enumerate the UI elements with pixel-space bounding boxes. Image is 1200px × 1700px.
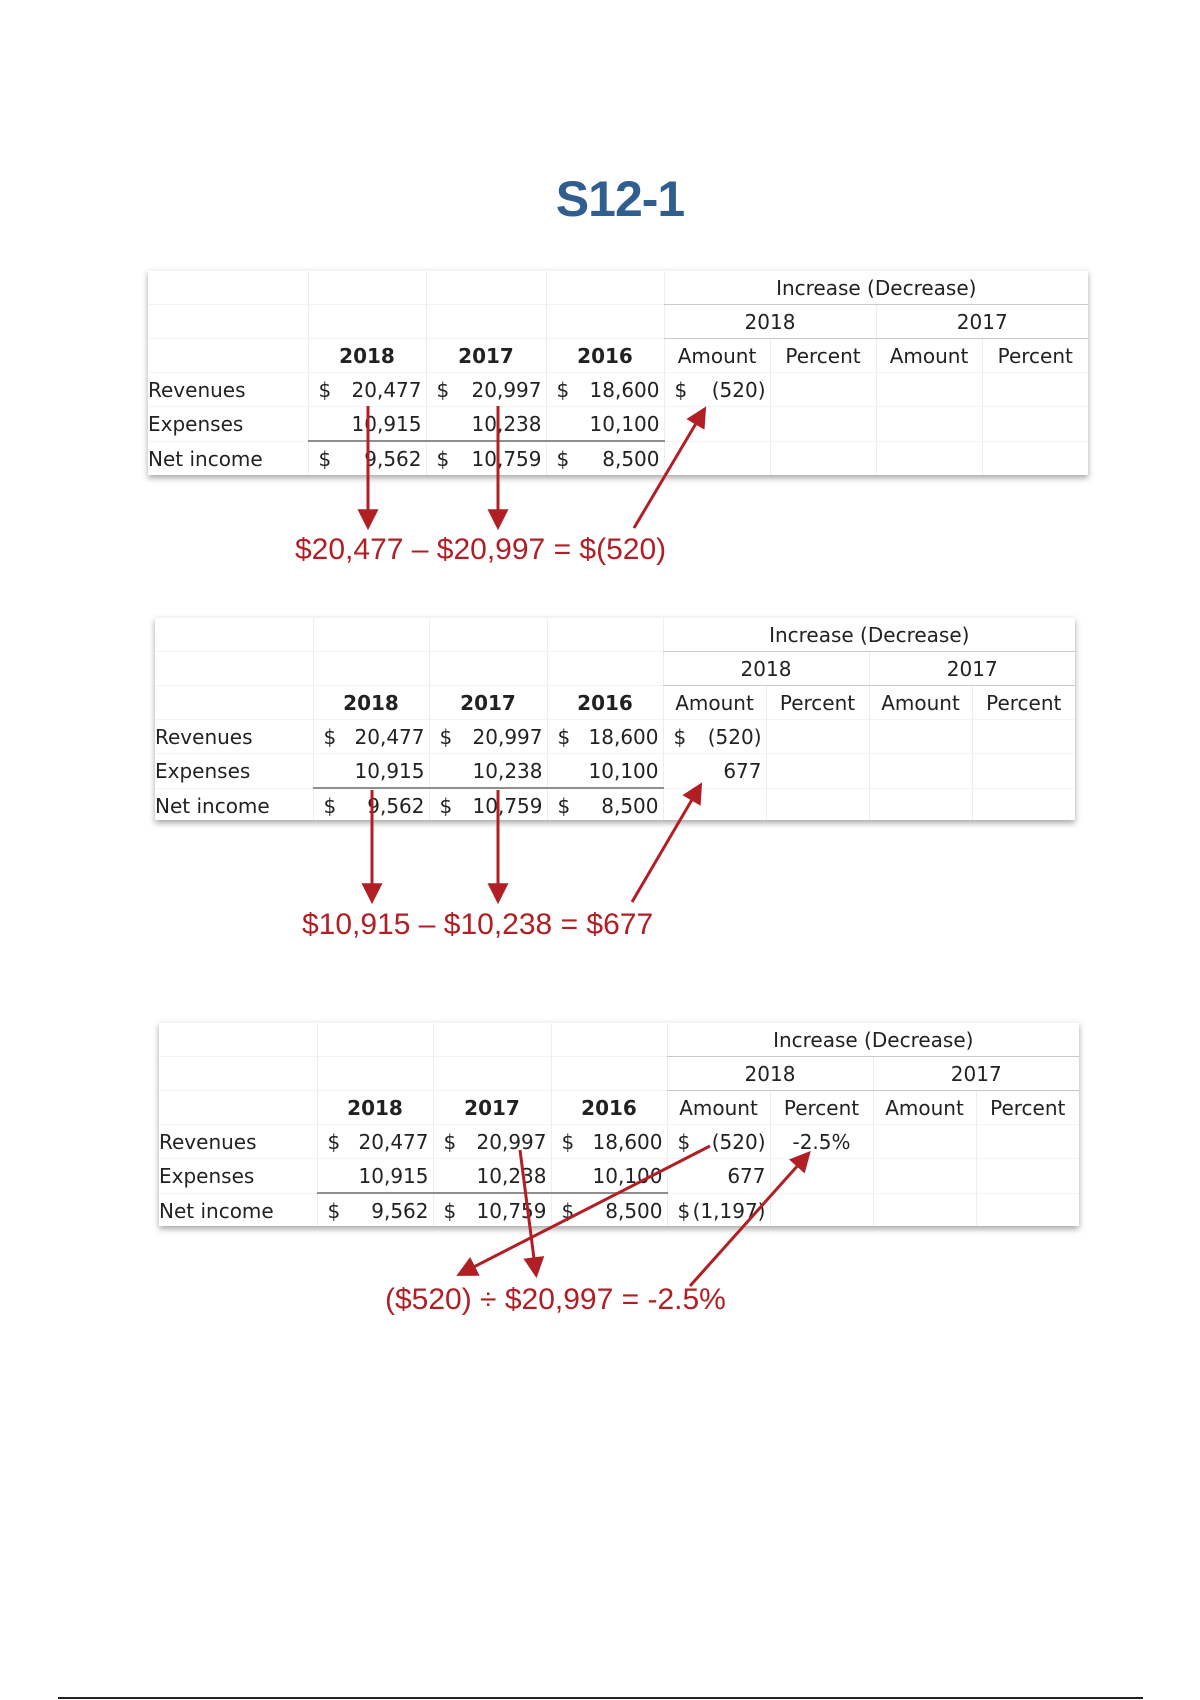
currency-symbol: $ [327,1129,341,1154]
increase-decrease-header: Increase (Decrease) [667,1023,1079,1057]
cell-value: (520) [707,724,762,749]
cell-value: 18,600 [592,1129,663,1154]
column-header: Percent [976,1091,1079,1125]
cell-value: 10,915 [351,411,422,436]
column-header: 2016 [546,339,664,373]
cell-value: 10,915 [358,1163,429,1188]
cell-value: 9,562 [367,793,425,818]
column-header: Amount [873,1091,976,1125]
cell-value: 18,600 [589,377,660,402]
row-label: Revenues [148,373,308,407]
column-header: 2017 [426,339,546,373]
year-header-2017: 2017 [869,652,1075,686]
currency-symbol: $ [318,446,332,471]
spreadsheet-panel-1 [148,270,1088,475]
column-header: 2016 [547,686,663,720]
currency-symbol: $ [556,377,570,402]
currency-symbol: $ [436,446,450,471]
table-row [148,373,1088,407]
column-header: 2018 [313,686,429,720]
year-header-2017: 2017 [873,1057,1079,1091]
column-header: Amount [667,1091,770,1125]
formula-annotation-3: ($520) ÷ $20,997 = -2.5% [385,1283,726,1316]
year-header-2018: 2018 [664,305,876,339]
cell-value: (520) [711,1129,766,1154]
column-header: Amount [664,339,770,373]
currency-symbol: $ [673,724,687,749]
column-header: 2017 [429,686,547,720]
table-row [155,754,1075,789]
cell-value: 20,997 [472,724,543,749]
cell-value: 20,997 [476,1129,547,1154]
increase-decrease-header: Increase (Decrease) [663,618,1075,652]
cell-value: 9,562 [364,446,422,471]
cell-value: 8,500 [601,793,659,818]
cell-value: 10,759 [476,1198,547,1223]
page-title: S12-1 [555,171,685,227]
cell-value: 10,100 [588,758,659,783]
currency-symbol: $ [443,1198,457,1223]
row-label: Expenses [155,754,313,789]
cell-value: (1,197) [692,1198,766,1223]
column-header: Percent [972,686,1075,720]
row-label: Net income [159,1193,317,1226]
row-label: Expenses [148,407,308,442]
cell-value: 8,500 [602,446,660,471]
cell-value [770,373,876,407]
column-header: 2016 [551,1091,667,1125]
table-row [159,1193,1079,1226]
cell-value [766,720,869,754]
column-header: Percent [770,339,876,373]
currency-symbol: $ [557,724,571,749]
spreadsheet-panel-2 [155,617,1075,820]
cell-value: 10,100 [589,411,660,436]
currency-symbol: $ [439,724,453,749]
table-row [155,720,1075,754]
year-header-2018: 2018 [663,652,869,686]
currency-symbol: $ [561,1129,575,1154]
cell-value: 677 [723,758,762,783]
cell-value: 20,477 [354,724,425,749]
column-header: Percent [982,339,1088,373]
cell-value: 10,759 [472,793,543,818]
row-label: Net income [148,441,308,475]
cell-value: 18,600 [588,724,659,749]
cell-value: 10,915 [354,758,425,783]
cell-value: 10,759 [471,446,542,471]
cell-value: 10,238 [476,1163,547,1188]
comparison-table-1 [148,270,1088,475]
currency-symbol: $ [327,1198,341,1223]
column-header: Percent [770,1091,873,1125]
cell-value: 677 [727,1163,766,1188]
currency-symbol: $ [561,1198,575,1223]
spreadsheet-panel-3 [159,1022,1079,1226]
cell-value: 10,100 [592,1163,663,1188]
cell-value: 20,477 [351,377,422,402]
row-label: Revenues [155,720,313,754]
cell-value: 10,238 [472,758,543,783]
currency-symbol: $ [443,1129,457,1154]
year-header-2017: 2017 [876,305,1088,339]
currency-symbol: $ [556,446,570,471]
cell-value: 10,238 [471,411,542,436]
currency-symbol: $ [436,377,450,402]
table-row [148,407,1088,442]
currency-symbol: $ [677,1129,691,1154]
table-row [148,441,1088,475]
row-label: Revenues [159,1125,317,1159]
footer-divider [58,1697,1143,1699]
column-header: Amount [869,686,972,720]
row-label: Expenses [159,1159,317,1194]
column-header: 2018 [317,1091,433,1125]
column-header: Amount [663,686,766,720]
cell-value: 20,477 [358,1129,429,1154]
currency-symbol: $ [557,793,571,818]
currency-symbol: $ [677,1198,691,1223]
increase-decrease-header: Increase (Decrease) [664,271,1088,305]
comparison-table-3 [159,1022,1079,1226]
table-row [155,788,1075,820]
table-row [159,1159,1079,1194]
column-header: Percent [766,686,869,720]
column-header: 2017 [433,1091,551,1125]
currency-symbol: $ [674,377,688,402]
formula-annotation-1: $20,477 – $20,997 = $(520) [295,533,667,566]
column-header: Amount [876,339,982,373]
cell-value: 20,997 [471,377,542,402]
cell-value: (520) [711,377,766,402]
table-row [159,1125,1079,1159]
formula-annotation-2: $10,915 – $10,238 = $677 [302,908,654,941]
cell-value: -2.5% [770,1125,873,1159]
currency-symbol: $ [318,377,332,402]
row-label: Net income [155,788,313,820]
comparison-table-2 [155,617,1075,820]
cell-value: 9,562 [371,1198,429,1223]
currency-symbol: $ [323,793,337,818]
column-header: 2018 [308,339,426,373]
year-header-2018: 2018 [667,1057,873,1091]
currency-symbol: $ [323,724,337,749]
currency-symbol: $ [439,793,453,818]
cell-value: 8,500 [605,1198,663,1223]
